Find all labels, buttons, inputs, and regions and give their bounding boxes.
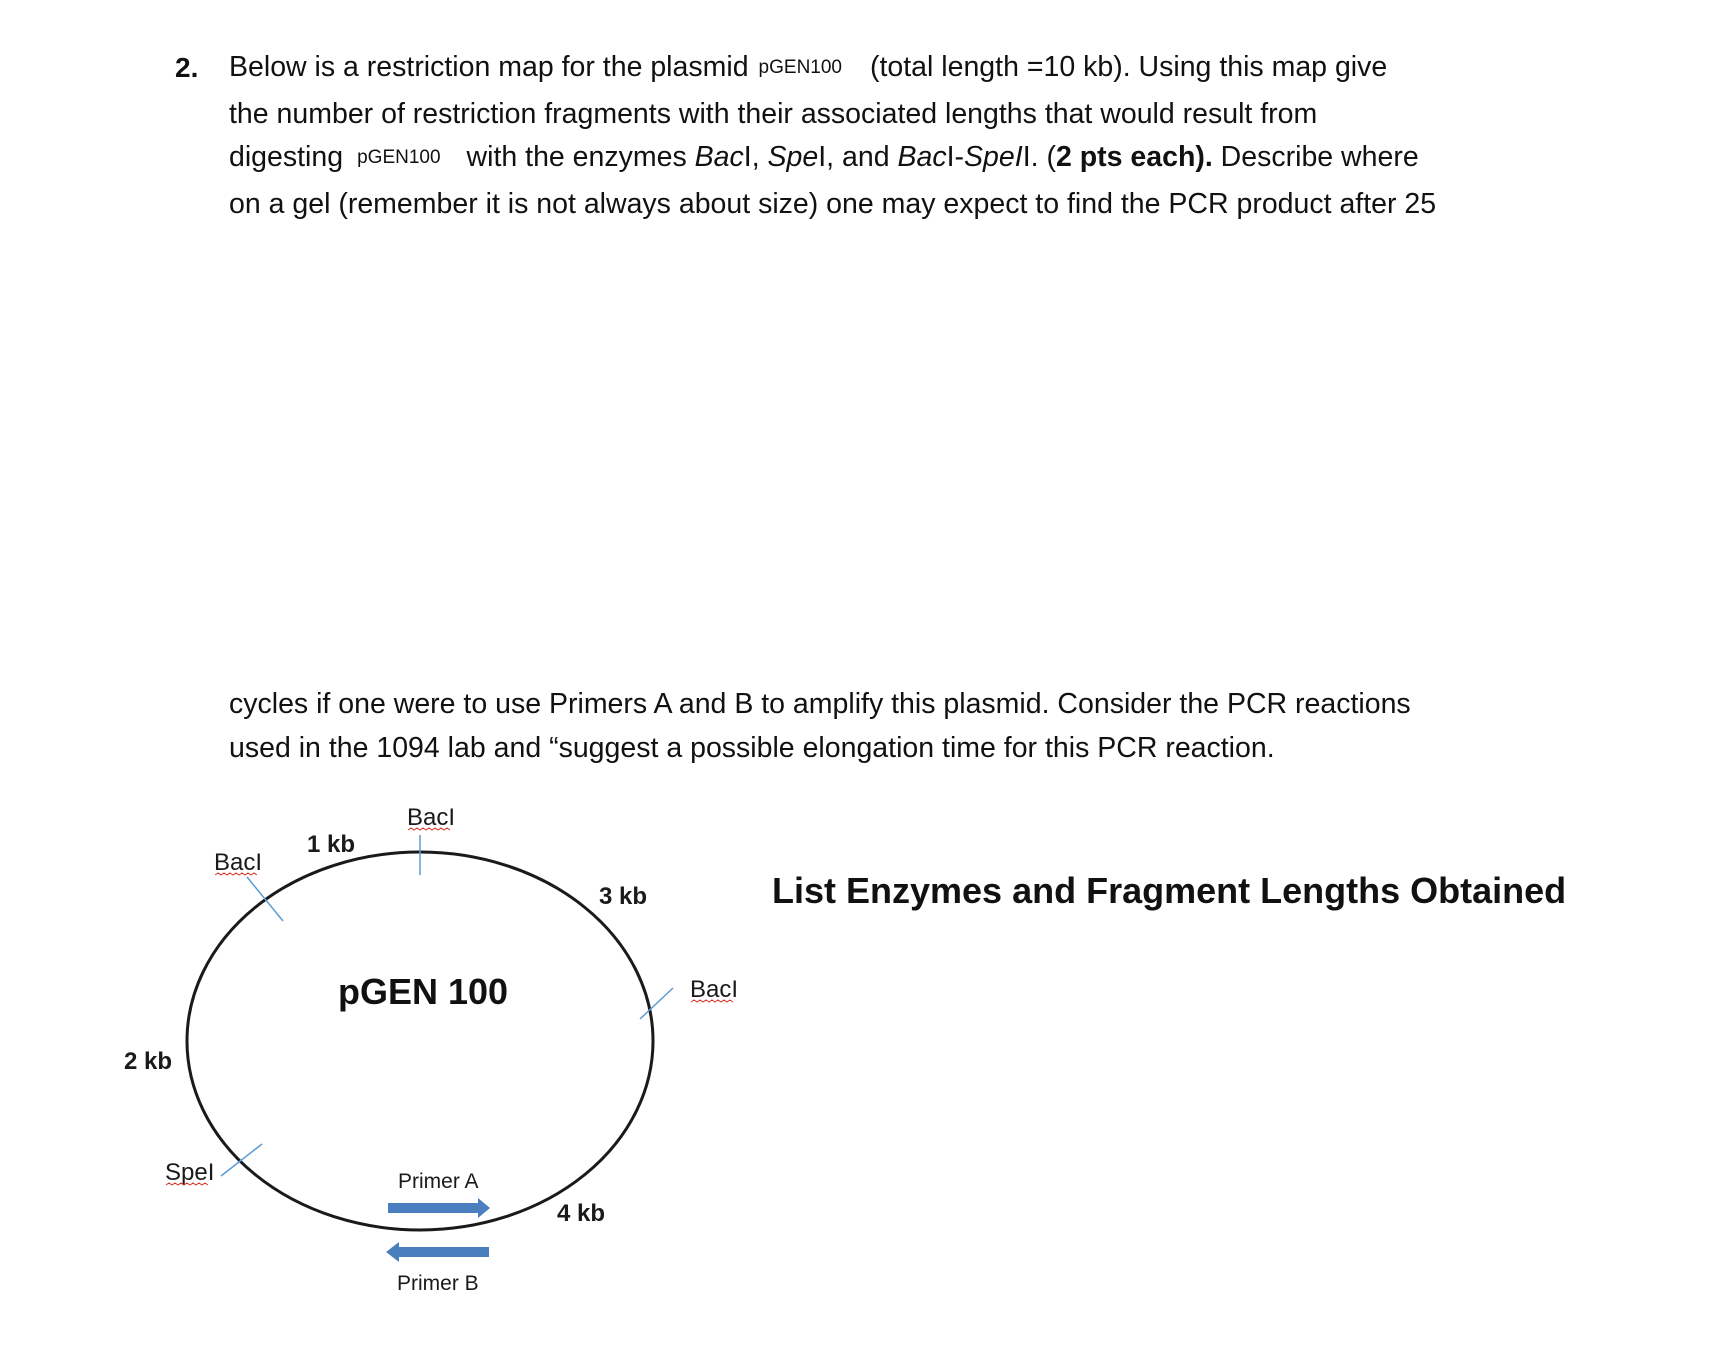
question-line-4: on a gel (remember it is not always about size) one may expect to find the PCR product after 25 <box>229 187 1437 220</box>
question-line-5: cycles if one were to use Primers A and B to amplify this plasmid. Consider the PCR reactions <box>229 688 1411 720</box>
distance-1kb: 1 kb <box>307 831 356 858</box>
cut-mark-bac-upper-left <box>247 877 283 921</box>
primer-a-arrow <box>388 1198 490 1218</box>
question-line-3: digesting pGEN100 with the enzymes BacI, SpeI, and BacI-SpeII. (2 pts each). Describe where <box>229 141 1419 173</box>
site-label-spe-lower-left: SpeI <box>165 1159 215 1186</box>
primer-a-label: Primer A <box>398 1170 479 1193</box>
primer-b-arrow <box>386 1242 489 1262</box>
question-number: 2. <box>175 52 199 83</box>
question-line-6: used in the 1094 lab and “suggest a possible elongation time for this PCR reaction. <box>229 731 1275 764</box>
answer-heading: List Enzymes and Fragment Lengths Obtained <box>772 870 1567 911</box>
distance-4kb: 4 kb <box>557 1200 606 1227</box>
site-label-bac-upper-left: BacI <box>214 849 263 876</box>
question-line-1: Below is a restriction map for the plasmid pGEN100 (total length =10 kb). Using this map give <box>229 51 1388 83</box>
plasmid-name: pGEN 100 <box>338 971 509 1012</box>
site-label-bac-top: BacI <box>407 804 456 831</box>
question-line-2: the number of restriction fragments with their associated lengths that would result from <box>229 97 1318 130</box>
distance-2kb: 2 kb <box>124 1048 173 1075</box>
distance-3kb: 3 kb <box>599 883 648 910</box>
plasmid-name-inline: pGEN100 <box>758 57 842 78</box>
site-label-bac-right: BacI <box>690 976 739 1003</box>
plasmid-name-inline: pGEN100 <box>357 147 441 168</box>
points-label: 2 pts each). <box>1055 141 1213 173</box>
primer-b-label: Primer B <box>397 1272 479 1295</box>
